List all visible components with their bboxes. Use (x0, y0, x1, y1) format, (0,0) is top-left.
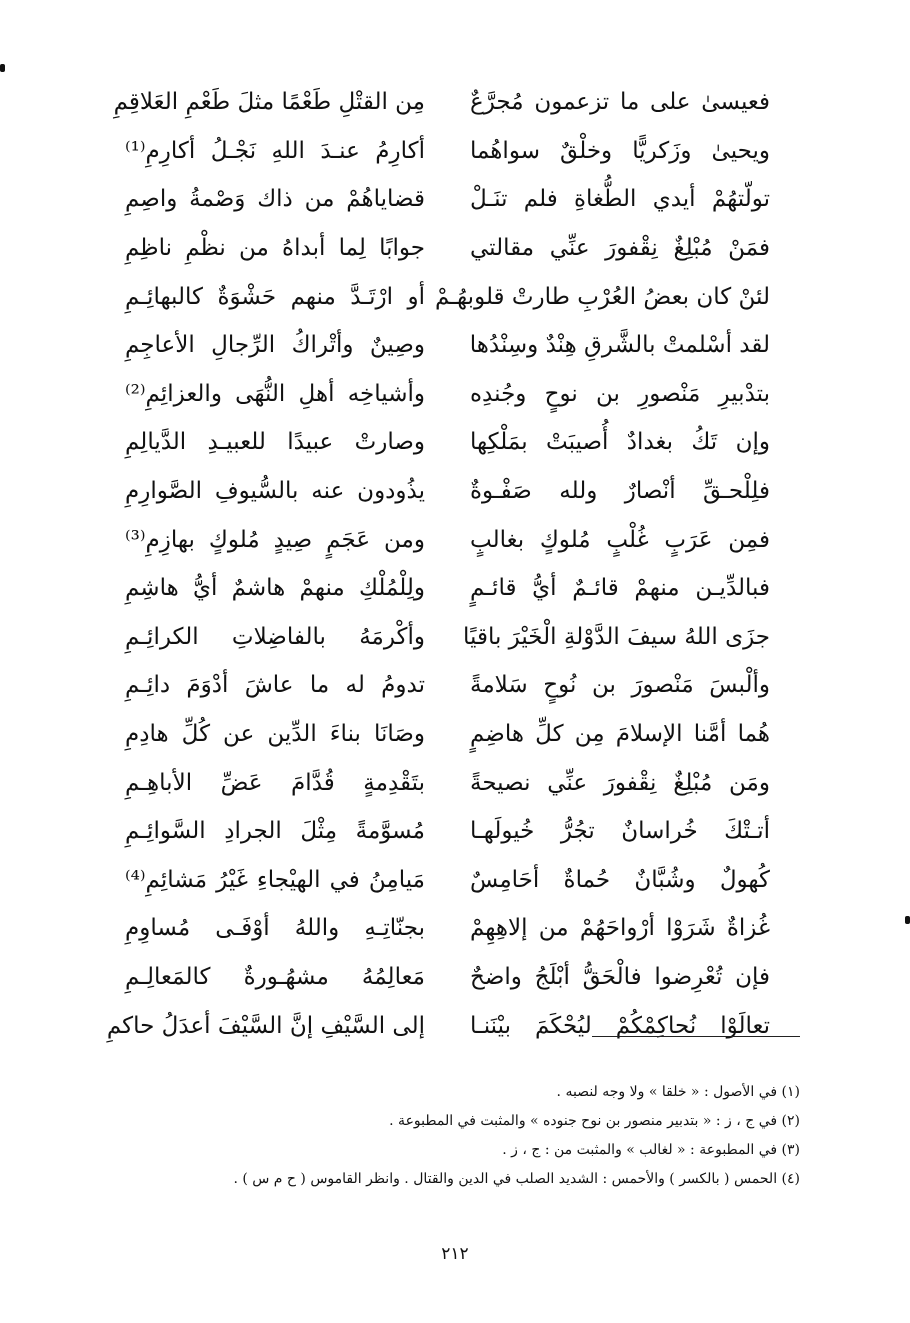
verse-line (125, 467, 770, 516)
second-hemistich: وصَانَا بناءَ الدِّين عن كُلِّ هادِمِ (125, 721, 425, 748)
second-hemistich: وصارتْ عبيدًا للعبيـدِ الدَّيالِمِ (125, 429, 425, 456)
verse-line (125, 613, 770, 662)
first-hemistich: كُهولٌ وشُبَّانٌ حُماةٌ أحَامِسٌ (470, 866, 770, 893)
first-hemistich: غُزاةٌ شَرَوْا أرْواحَهُمْ من إلاهِهِمْ (470, 915, 770, 942)
second-hemistich: بجنّاتِـهِ واللهُ أوْفَـى مُساوِمِ (125, 915, 425, 942)
verse-line (125, 710, 770, 759)
scan-edge-mark (0, 64, 5, 72)
poem-verses (106, 78, 770, 1050)
second-hemistich: يذُودون عنه بالسُّيوفِ الصَّوارِمِ (125, 478, 425, 505)
first-hemistich: فبالدِّيـن منهمْ قائـمٌ أيُّ قائـمٍ (470, 575, 770, 602)
second-hemistich: ولِلْمُلْكِ منهمْ هاشمٌ أيُّ هاشِمِ (125, 575, 425, 602)
first-hemistich: بتدْبيرِ مَنْصورِ بن نوحٍ وجُندِه (470, 380, 770, 407)
footnote: (٣) في المطبوعة : « لغالب » والمثبت من : ج ، ز . (502, 1142, 800, 1158)
verse-line (125, 953, 770, 1002)
verse-line (125, 807, 770, 856)
footnotes (120, 1078, 800, 1194)
verse-line (125, 661, 770, 710)
first-hemistich: فمَنْ مُبْلِغٌ نِقْفورَ عنِّي مقالتي (470, 235, 770, 262)
footnote-separator (592, 1036, 800, 1037)
second-hemistich: وأكْرمَهُ بالفاضِلاتِ الكرائِـمِ (125, 623, 425, 650)
verse-line (125, 272, 770, 321)
verse-line (125, 564, 770, 613)
first-hemistich: جزَى اللهُ سيفَ الدَّوْلةِ الْخَيْرَ باقيًا (463, 623, 770, 650)
footnote: (١) في الأصول : « خلقا » ولا وجه لنصبه . (556, 1084, 800, 1100)
verse-line (125, 321, 770, 370)
first-hemistich: لقد أسْلمتْ بالشَّرقِ هِنْدٌ وسِنْدُها (469, 332, 770, 359)
verse-line (125, 127, 770, 176)
first-hemistich: تعالَوْا نُحاكِمْكُمْ ليُحْكَمَ بيْنَنـا (470, 1012, 770, 1039)
first-hemistich: فمِن عَرَبٍ غُلْبٍ مُلوكٍ بغالبٍ (470, 526, 770, 553)
first-hemistich: ويحيىٰ وزَكريًّا وخلْقٌ سواهُما (470, 137, 770, 164)
verse-line (113, 78, 770, 127)
scan-edge-mark (905, 916, 910, 924)
footnote: (٢) في ج ، ز : « بتدبير منصور بن نوح جنوده » والمثبت في المطبوعة . (389, 1113, 800, 1129)
verse-line (125, 904, 770, 953)
second-hemistich: مِن القتْلِ طَعْمًا مثلَ طَعْمِ العَلاقِمِ (113, 89, 425, 116)
verse-line (106, 1001, 770, 1050)
verse-line (125, 370, 770, 419)
verse-line (125, 224, 770, 273)
first-hemistich: لئنْ كان بعضُ العُرْبِ طارتْ قلوبهُـمْ (435, 283, 770, 310)
verse-line (125, 418, 770, 467)
second-hemistich: قضاياهُمْ من ذاك وَصْمةُ واصِمِ (125, 186, 425, 213)
footnote: (٤) الحمس ( بالكسر ) والأحمس : الشديد الصلب في الدين والقتال . وانظر القاموس ( ح م س ) . (233, 1171, 800, 1187)
second-hemistich: إلى السَّيْفِ إنَّ السَّيْفَ أعدَلُ حاكمِ (106, 1012, 425, 1039)
second-hemistich: مَيامِنُ في الهيْجاءِ غَيْرُ مَشائِمِ⁽⁴⁾ (125, 866, 425, 893)
first-hemistich: ومَن مُبْلِغٌ نِقْفورَ عنِّي نصيحةً (470, 769, 770, 796)
second-hemistich: مُسوَّمةً مِثْلَ الجرادِ السَّوائِـمِ (125, 818, 425, 845)
page-number: ٢١٢ (441, 1244, 469, 1264)
first-hemistich: فإن تُعْرِضوا فالْحَقُّ أبْلَجُ واضحٌ (470, 963, 770, 990)
verse-line (125, 515, 770, 564)
second-hemistich: بتَقْدِمةٍ قُدَّامَ عَضِّ الأباهِـمِ (125, 769, 425, 796)
second-hemistich: أو ارْتَـدَّ منهم حَشْوَةٌ كالبهائِـمِ (125, 283, 425, 310)
second-hemistich: وصِينٌ وأتْراكُ الرِّجالِ الأعاجِمِ (125, 332, 425, 359)
second-hemistich: ومن عَجَمٍ صِيدٍ مُلوكٍ بهازِمِ⁽³⁾ (125, 526, 425, 553)
second-hemistich: تدومُ له ما عاشَ أدْوَمَ دائِـمِ (125, 672, 425, 699)
verse-line (125, 175, 770, 224)
second-hemistich: مَعالِمُهُ مشهُـورةٌ كالمَعالِـمِ (125, 963, 425, 990)
second-hemistich: أكارِمُ عنـدَ اللهِ نَجْـلُ أكارِمِ⁽¹⁾ (125, 137, 425, 164)
second-hemistich: وأشياخِه أهلِ النُّهَى والعزائِمِ⁽²⁾ (125, 380, 425, 407)
first-hemistich: أتـتْكَ خُراسانٌ تجُرُّ خُيولَهـا (470, 818, 770, 845)
verse-line (125, 856, 770, 905)
first-hemistich: هُما أمَّنا الإسلامَ مِن كلِّ هاضِمٍ (470, 721, 770, 748)
first-hemistich: فعيسىٰ على ما تزعمون مُجرَّعٌ (470, 89, 770, 116)
first-hemistich: وإن تَكُ بغدادٌ أُصيبَتْ بمَلْكِها (470, 429, 770, 456)
first-hemistich: فلِلْحـقِّ أنْصارٌ ولله صَفْـوةٌ (470, 478, 770, 505)
verse-line (125, 758, 770, 807)
second-hemistich: جوابًا لِما أبداهُ من نظْمِ ناظِمِ (125, 235, 425, 262)
first-hemistich: تولّتهُمْ أيدي الطُّغاةِ فلم تنَـلْ (470, 186, 770, 213)
first-hemistich: وألْبسَ مَنْصورَ بن نُوحٍ سَلامةً (470, 672, 770, 699)
